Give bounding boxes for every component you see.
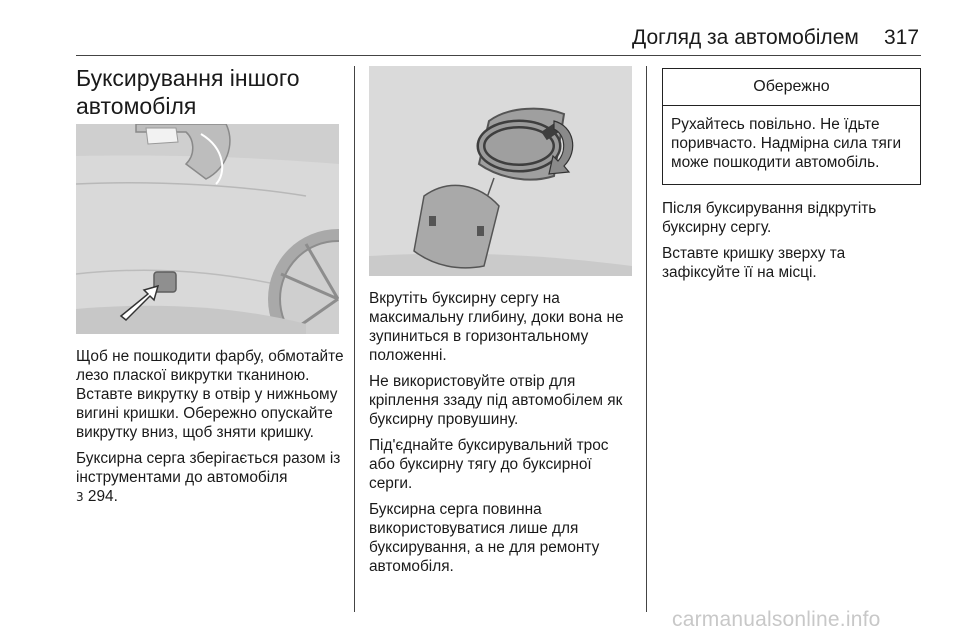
instruction-do-not-use-hole: Не використовуйте отвір для кріплення ззаду під автомобілем як буксирну провушину. xyxy=(369,373,623,428)
instruction-screw-in: Вкрутіть буксирну сергу на максимальну глибину, доки вона не зупиниться в горизонтальному положенні. xyxy=(369,290,624,364)
figure-tow-eye-installation xyxy=(369,66,632,276)
page-reference-link[interactable]: 294. xyxy=(87,488,118,505)
instruction-remove-cover: Щоб не пошкодити фарбу, обмотайте лезо пласкої викрутки тканиною. Вставте викрутку в отвір у нижньому вигині кришки. Обережно опускайте викрутку вниз, щоб зняти кришку. xyxy=(76,348,344,441)
caution-title: Обережно xyxy=(663,69,920,106)
column-divider-left xyxy=(354,66,355,612)
figure-rear-bumper-cover xyxy=(76,124,339,334)
arrow-reference-icon: 3 xyxy=(76,490,84,504)
instruction-unscrew: Після буксирування відкрутіть буксирну сергу. xyxy=(662,200,877,236)
tow-eye-storage-text: Буксирна серга зберігається разом із інструментами до автомобіля xyxy=(76,450,341,486)
watermark: carmanualsonline.info xyxy=(672,608,881,631)
caution-text: Рухайтесь повільно. Не їдьте поривчасто. Надмірна сила тяги може пошкодити автомобіль. xyxy=(671,116,902,171)
instruction-insert-cover: Вставте кришку зверху та зафіксуйте її на місці. xyxy=(662,245,846,281)
caution-box xyxy=(662,68,921,185)
page-number: 317 xyxy=(884,26,920,49)
header-divider xyxy=(76,55,921,56)
middle-column-text xyxy=(369,289,637,583)
instruction-tow-eye-storage xyxy=(76,449,344,507)
right-column-text xyxy=(662,199,924,289)
instruction-tow-eye-usage: Буксирна серга повинна використовуватися лише для буксирування, а не для ремонту автомобіля. xyxy=(369,501,600,575)
column-divider-right xyxy=(646,66,647,612)
rear-bumper-illustration xyxy=(76,124,339,334)
running-header-title: Догляд за автомобілем xyxy=(632,26,859,49)
section-title: Буксирування іншого автомобіля xyxy=(76,65,300,119)
tow-eye-illustration xyxy=(369,66,632,276)
instruction-attach-rope: Під'єднайте буксирувальний трос або буксирну тягу до буксирної серги. xyxy=(369,437,609,492)
left-column-text xyxy=(76,347,344,514)
